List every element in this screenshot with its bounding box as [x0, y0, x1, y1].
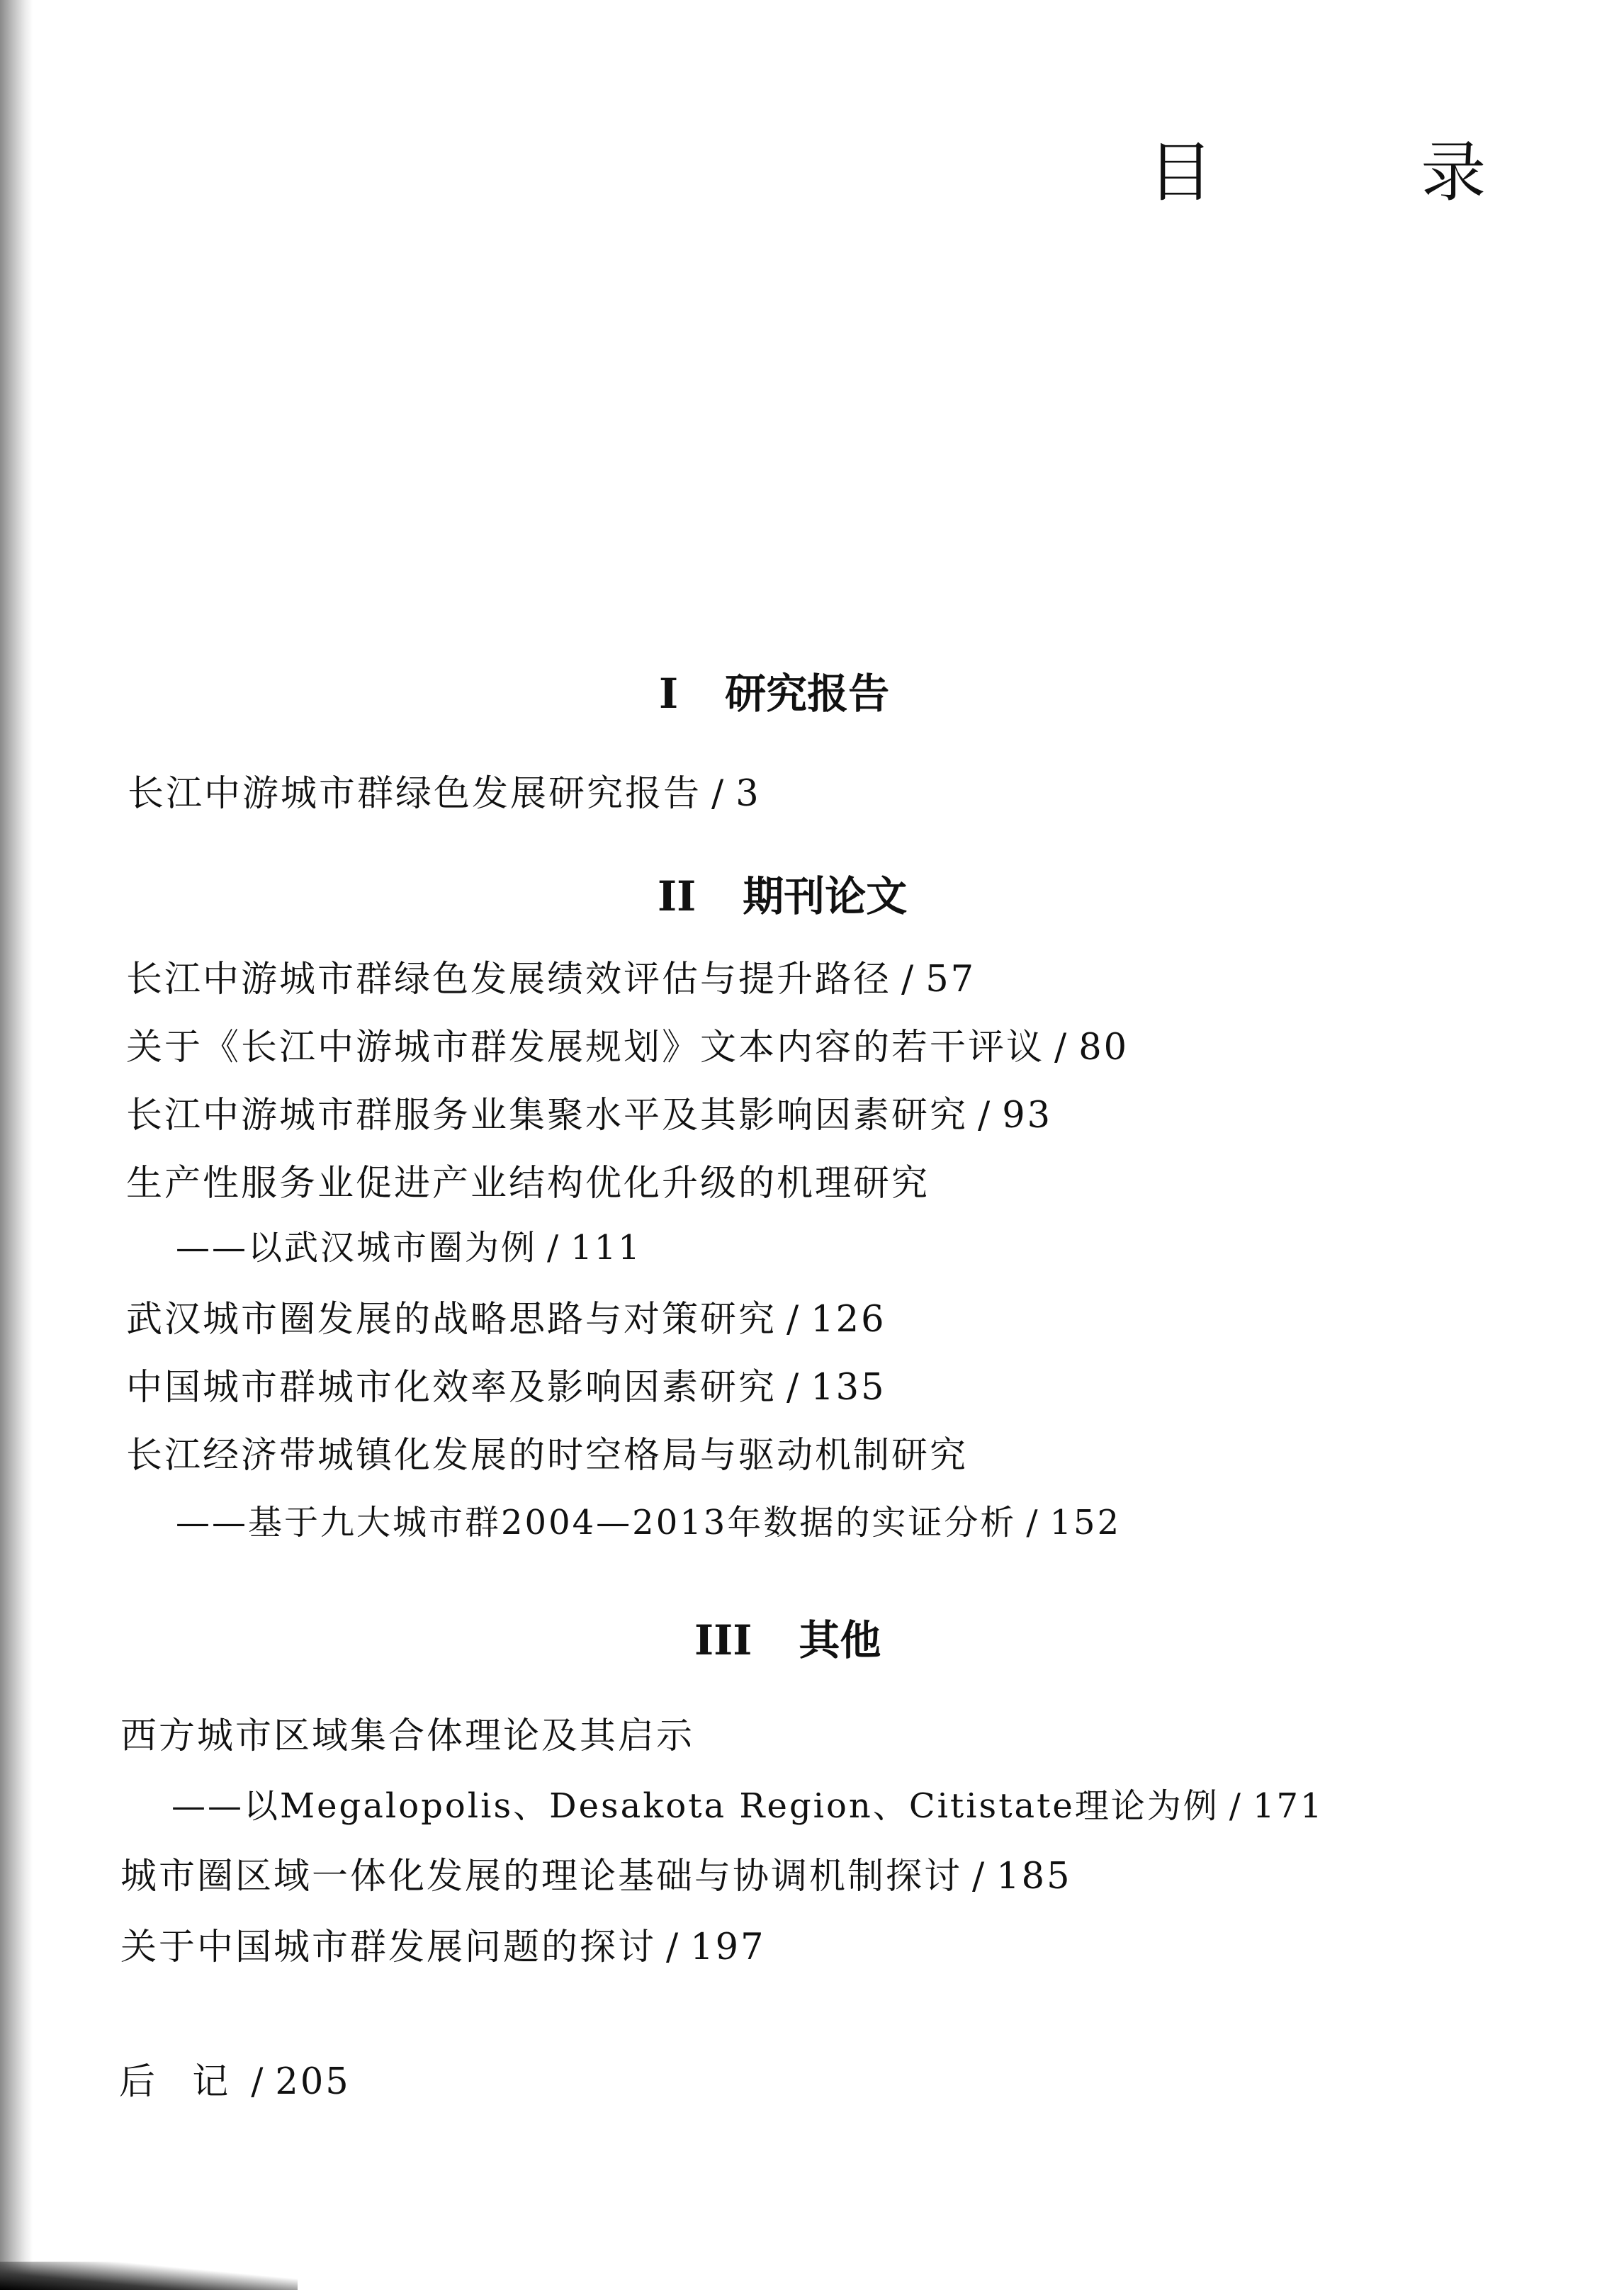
page-number: 3	[735, 773, 761, 815]
toc-entry: 长江经济带城镇化发展的时空格局与驱动机制研究	[126, 1435, 969, 1477]
toc-entry: 城市圈区域一体化发展的理论基础与协调机制探讨 / 185	[120, 1856, 1072, 1897]
page-number: 111	[570, 1228, 642, 1268]
section-title: 期刊论文	[743, 872, 908, 920]
section-heading-3	[694, 1607, 881, 1666]
toc-afterword: 后 记 / 205	[119, 2061, 351, 2103]
section-heading-1	[659, 660, 889, 720]
toc-subtitle: ——以武汉城市圈为例 / 111	[176, 1228, 642, 1268]
toc-entry: 生产性服务业促进产业结构优化升级的机理研究	[126, 1163, 930, 1205]
toc-subtitle: ——基于九大城市群2004—2013年数据的实证分析 / 152	[176, 1503, 1122, 1542]
page-number: 205	[275, 2061, 351, 2103]
section-title: 其他	[799, 1616, 881, 1664]
page-spine-shadow	[0, 0, 33, 2290]
toc-entry: 长江中游城市群绿色发展绩效评估与提升路径 / 57	[126, 959, 976, 1000]
toc-entry: 中国城市群城市化效率及影响因素研究 / 135	[126, 1367, 886, 1409]
page-number: 152	[1049, 1503, 1122, 1542]
page-number: 135	[811, 1367, 886, 1409]
toc-entry: 武汉城市圈发展的战略思路与对策研究 / 126	[126, 1299, 886, 1341]
toc-subtitle: ——以Megalopolis、Desakota Region、Citistate理论为例 / 171	[171, 1786, 1324, 1826]
page-number: 185	[996, 1856, 1072, 1897]
toc-entry: 西方城市区域集合体理论及其启示	[120, 1715, 695, 1757]
toc-entry: 长江中游城市群服务业集聚水平及其影响因素研究 / 93	[126, 1095, 1053, 1136]
toc-entry: 关于《长江中游城市群发展规划》文本内容的若干评议 / 80	[126, 1027, 1129, 1068]
page-title: 目 录	[1148, 135, 1580, 210]
section-numeral: III	[694, 1616, 752, 1664]
section-numeral: I	[659, 670, 679, 718]
toc-entry: 长江中游城市群绿色发展研究报告 / 3	[128, 773, 761, 815]
page-corner-shadow	[0, 2262, 298, 2290]
section-numeral: II	[658, 872, 697, 920]
page-number: 57	[925, 959, 976, 1000]
section-title: 研究报告	[725, 670, 890, 718]
page-number: 93	[1002, 1095, 1053, 1136]
page-number: 171	[1252, 1786, 1324, 1826]
section-heading-2	[658, 863, 907, 923]
page-number: 197	[690, 1927, 766, 1968]
page-number: 80	[1078, 1027, 1129, 1068]
toc-entry: 关于中国城市群发展问题的探讨 / 197	[120, 1927, 766, 1968]
page-number: 126	[811, 1299, 886, 1341]
